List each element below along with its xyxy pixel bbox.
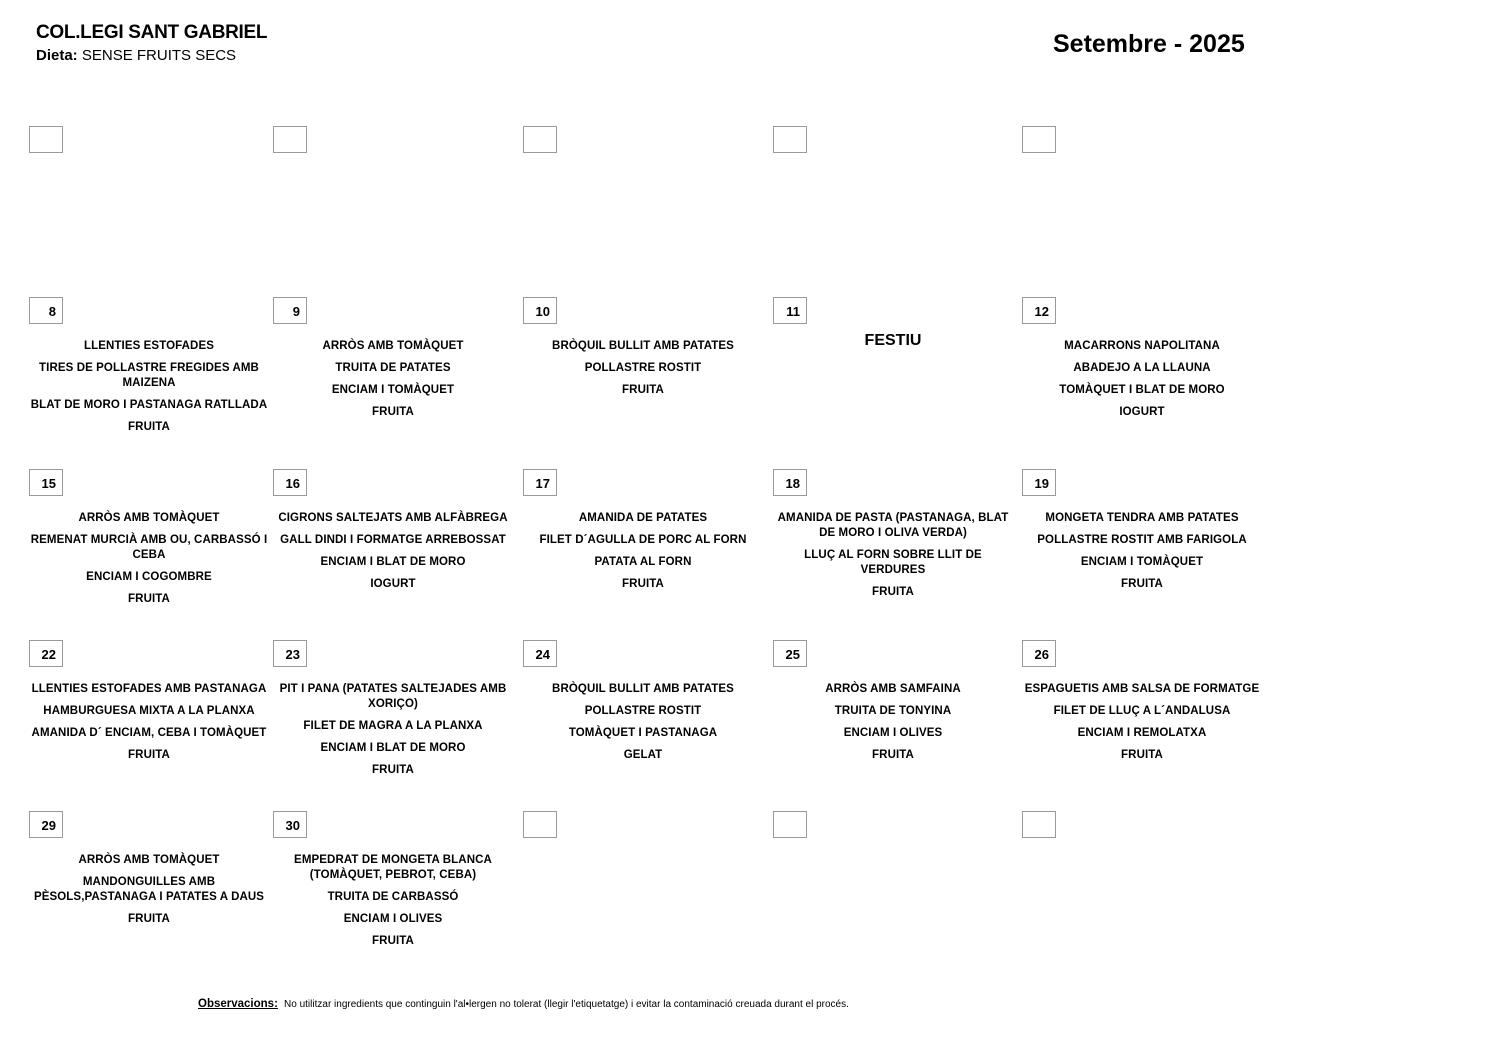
day-number: 24: [523, 640, 557, 667]
dish-item: TRUITA DE CARBASSÓ: [327, 891, 459, 903]
dish-item: REMENAT MURCIÀ AMB OU, CARBASSÓ I CEBA: [30, 534, 268, 561]
day-number: 29: [29, 811, 63, 838]
day-number: [1022, 811, 1056, 838]
dish-item: ENCIAM I BLAT DE MORO: [320, 742, 466, 754]
dish-item: ESPAGUETIS AMB SALSA DE FORMATGE: [1024, 683, 1260, 695]
dish-item: TRUITA DE PATATES: [335, 362, 451, 374]
dish-item: ENCIAM I BLAT DE MORO: [320, 556, 466, 568]
dish-item: ARRÒS AMB TOMÀQUET: [322, 340, 464, 352]
dish-item: ARRÒS AMB TOMÀQUET: [78, 512, 220, 524]
dish-item: MONGETA TENDRA AMB PATATES: [1045, 512, 1239, 524]
day-number: 10: [523, 297, 557, 324]
dish-item: FRUITA: [622, 578, 664, 590]
day-number: [29, 126, 63, 153]
dish-list: [773, 511, 1013, 607]
day-number: 19: [1022, 469, 1056, 496]
dish-item: ENCIAM I TOMÀQUET: [1080, 556, 1204, 568]
dish-item: FRUITA: [1121, 749, 1163, 761]
dish-list: [1022, 511, 1262, 599]
day-number: [773, 126, 807, 153]
dish-item: POLLASTRE ROSTIT: [584, 362, 702, 374]
dish-item: ENCIAM I OLIVES: [843, 727, 943, 739]
dish-item: FRUITA: [872, 749, 914, 761]
dish-item: POLLASTRE ROSTIT: [584, 705, 702, 717]
day-number: [1022, 126, 1056, 153]
dish-list: [273, 853, 513, 956]
day-number: 23: [273, 640, 307, 667]
day-number: 22: [29, 640, 63, 667]
dish-list: [1022, 339, 1262, 427]
dish-item: MANDONGUILLES AMB PÈSOLS,PASTANAGA I PATATES A DAUS: [33, 876, 265, 903]
dish-list: [273, 511, 513, 599]
dish-item: TOMÀQUET I BLAT DE MORO: [1059, 384, 1225, 396]
dish-list: [523, 511, 763, 599]
dish-item: TIRES DE POLLASTRE FREGIDES AMB MAIZENA: [39, 362, 259, 389]
dish-item: FRUITA: [128, 749, 170, 761]
dish-item: FILET DE MAGRA A LA PLANXA: [303, 720, 483, 732]
dish-item: GALL DINDI I FORMATGE ARREBOSSAT: [280, 534, 506, 546]
day-number: 16: [273, 469, 307, 496]
day-number: 11: [773, 297, 807, 324]
day-number: [523, 126, 557, 153]
dish-item: HAMBURGUESA MIXTA A LA PLANXA: [43, 705, 255, 717]
dish-item: CIGRONS SALTEJATS AMB ALFÀBREGA: [278, 512, 508, 524]
dish-item: MACARRONS NAPOLITANA: [1064, 340, 1220, 352]
dish-item: LLUÇ AL FORN SOBRE LLIT DE VERDURES: [804, 549, 982, 576]
day-number: [273, 126, 307, 153]
day-number: 8: [29, 297, 63, 324]
day-number: [523, 811, 557, 838]
holiday-label: FESTIU: [864, 332, 922, 349]
day-number: 26: [1022, 640, 1056, 667]
dish-list: [29, 511, 269, 614]
dish-item: TRUITA DE TONYINA: [834, 705, 952, 717]
diet-value: SENSE FRUITS SECS: [81, 47, 237, 64]
observations-label: Observacions:: [198, 998, 278, 1010]
dish-list: [523, 682, 763, 770]
day-number: 18: [773, 469, 807, 496]
day-number: 15: [29, 469, 63, 496]
dish-item: ABADEJO A LA LLAUNA: [1073, 362, 1211, 374]
dish-item: TOMÀQUET I PASTANAGA: [568, 727, 718, 739]
dish-item: FILET DE LLUÇ A L´ANDALUSA: [1053, 705, 1231, 717]
day-number: 25: [773, 640, 807, 667]
diet-line: [36, 47, 236, 64]
dish-item: GELAT: [623, 749, 663, 761]
dish-item: AMANIDA D´ ENCIAM, CEBA I TOMÀQUET: [31, 727, 267, 739]
dish-item: ENCIAM I OLIVES: [343, 913, 443, 925]
dish-item: FILET D´AGULLA DE PORC AL FORN: [539, 534, 747, 546]
school-name: COL.LEGI SANT GABRIEL: [36, 22, 268, 43]
dish-item: FRUITA: [1121, 578, 1163, 590]
dish-item: FRUITA: [372, 406, 414, 418]
dish-item: PATATA AL FORN: [594, 556, 692, 568]
dish-list: [29, 682, 269, 770]
day-number: 30: [273, 811, 307, 838]
dish-list: [773, 682, 1013, 770]
dish-item: ARRÒS AMB SAMFAINA: [825, 683, 961, 695]
dish-item: ENCIAM I COGOMBRE: [86, 571, 212, 583]
day-number: 17: [523, 469, 557, 496]
dish-list: [1022, 682, 1262, 770]
dish-item: BRÒQUIL BULLIT AMB PATATES: [552, 683, 734, 695]
observations-text: No utilitzar ingredients que continguin l'al•lergen no tolerat (llegir l'etiquetatge) i evitar la contaminació creuada durant el procés.: [284, 999, 849, 1010]
dish-item: FRUITA: [128, 593, 170, 605]
dish-list: [523, 339, 763, 405]
dish-item: BLAT DE MORO I PASTANAGA RATLLADA: [30, 399, 268, 411]
dish-item: POLLASTRE ROSTIT AMB FARIGOLA: [1037, 534, 1247, 546]
diet-label: Dieta:: [36, 47, 78, 64]
dish-item: ENCIAM I REMOLATXA: [1077, 727, 1207, 739]
dish-item: LLENTIES ESTOFADES: [83, 340, 215, 352]
dish-item: AMANIDA DE PASTA (PASTANAGA, BLAT DE MORO I OLIVA VERDA): [777, 512, 1009, 539]
observations: [198, 998, 849, 1010]
day-number: 12: [1022, 297, 1056, 324]
dish-item: ARRÒS AMB TOMÀQUET: [78, 854, 220, 866]
dish-item: IOGURT: [1119, 406, 1165, 418]
dish-list: [273, 339, 513, 427]
dish-list: [273, 682, 513, 785]
dish-item: ENCIAM I TOMÀQUET: [331, 384, 455, 396]
dish-item: FRUITA: [128, 913, 170, 925]
dish-item: LLENTIES ESTOFADES AMB PASTANAGA: [31, 683, 267, 695]
dish-item: FRUITA: [128, 421, 170, 433]
dish-item: AMANIDA DE PATATES: [578, 512, 708, 524]
day-number: 9: [273, 297, 307, 324]
month-title: Setembre - 2025: [1053, 30, 1245, 58]
dish-item: BRÒQUIL BULLIT AMB PATATES: [552, 340, 734, 352]
dish-item: IOGURT: [370, 578, 416, 590]
dish-item: FRUITA: [622, 384, 664, 396]
dish-item: FRUITA: [372, 935, 414, 947]
dish-list: [29, 339, 269, 442]
dish-item: FRUITA: [872, 586, 914, 598]
dish-item: EMPEDRAT DE MONGETA BLANCA (TOMÀQUET, PEBROT, CEBA): [294, 854, 492, 881]
dish-item: PIT I PANA (PATATES SALTEJADES AMB XORIÇO): [279, 683, 507, 710]
dish-list: [29, 853, 269, 934]
dish-item: FRUITA: [372, 764, 414, 776]
day-number: [773, 811, 807, 838]
